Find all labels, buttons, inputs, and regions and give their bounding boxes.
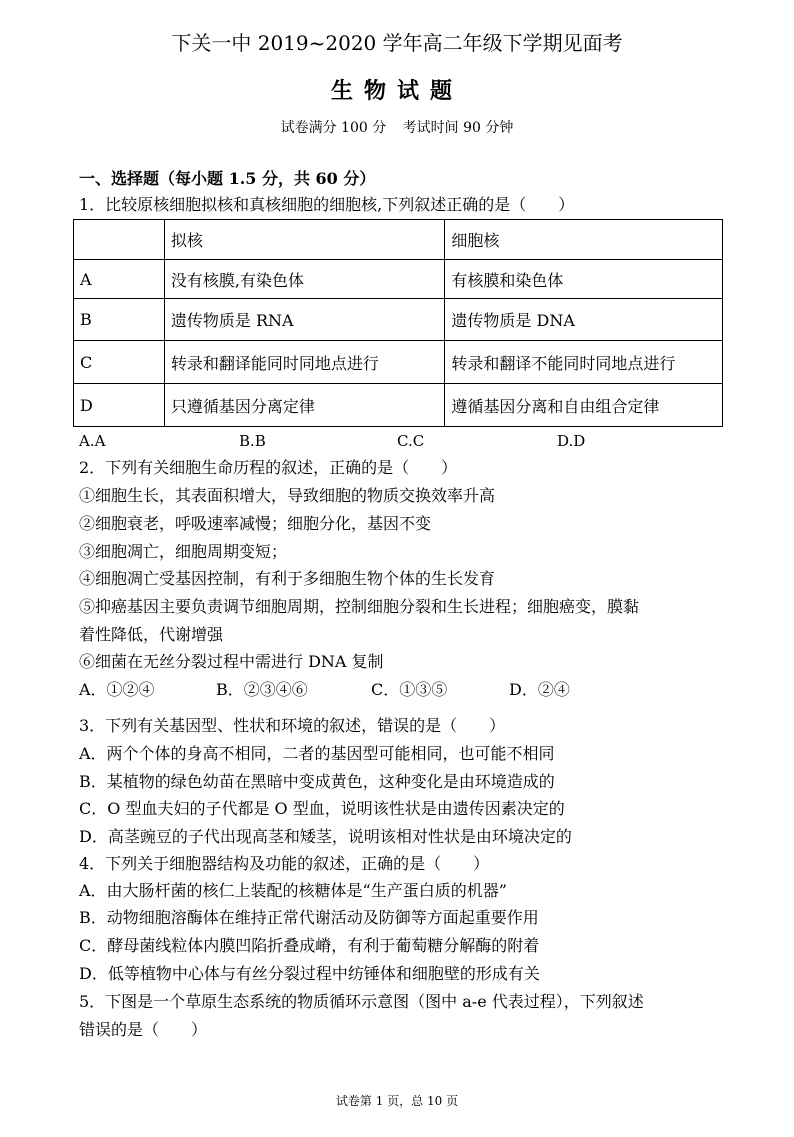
option-c: C.C (397, 432, 425, 450)
table-row (74, 299, 723, 341)
q3-option: D．高茎豌豆的子代出现高茎和矮茎，说明该相对性状是由环境决定的 (79, 827, 572, 846)
option-a: A．①②④ (79, 680, 155, 699)
option-b: B.B (239, 432, 266, 450)
table-header-cell: 拟核 (164, 220, 445, 260)
table-cell: B (74, 299, 165, 341)
q1-stem: 1．比较原核细胞拟核和真核细胞的细胞核,下列叙述正确的是（ ） (79, 195, 575, 214)
option-a: A.A (79, 432, 106, 450)
q2-item: ③细胞凋亡，细胞周期变短； (79, 542, 288, 561)
table-cell: 遵循基因分离和自由组合定律 (445, 384, 723, 427)
q2-item: ④细胞凋亡受基因控制，有利于多细胞生物个体的生长发育 (79, 569, 496, 588)
option-d: D.D (557, 432, 586, 450)
table-header-row (74, 220, 723, 260)
q4-option: B．动物细胞溶酶体在维持正常代谢活动及防御等方面起重要作用 (79, 908, 539, 927)
table-row (74, 384, 723, 427)
subject-title: 生物试题 (330, 78, 463, 104)
table-cell: 没有核膜,有染色体 (164, 260, 445, 299)
q3-option: B．某植物的绿色幼苗在黑暗中变成黄色，这种变化是由环境造成的 (79, 772, 555, 791)
option-d: D．②④ (509, 680, 570, 699)
option-c: C．①③⑤ (371, 680, 448, 699)
page-footer: 试卷第 1 页，总 10 页 (335, 1094, 459, 1108)
q2-item: ⑤抑癌基因主要负责调节细胞周期，控制细胞分裂和生长进程；细胞癌变，膜黏 (79, 597, 640, 616)
section-heading: 一、选择题（每小题 1.5 分，共 60 分） (79, 169, 376, 188)
table-row (74, 341, 723, 384)
table-cell: D (74, 384, 165, 427)
q4-option: C．酵母菌线粒体内膜凹陷折叠成嵴，有利于葡萄糖分解酶的附着 (79, 936, 540, 955)
table-cell: 只遵循基因分离定律 (164, 384, 445, 427)
table-row (74, 260, 723, 299)
exam-info (0, 118, 794, 138)
table-cell: 转录和翻译不能同时同地点进行 (445, 341, 723, 384)
q4-stem: 4．下列关于细胞器结构及功能的叙述，正确的是（ ） (79, 854, 490, 873)
table-cell: A (74, 260, 165, 299)
table-cell: 遗传物质是 DNA (445, 299, 723, 341)
table-header-cell: 细胞核 (445, 220, 723, 260)
score-info: 试卷满分 100 分 (280, 120, 387, 136)
option-b: B．②③④⑥ (216, 680, 308, 699)
time-info: 考试时间 90 分钟 (402, 120, 514, 136)
q2-item: ⑥细菌在无丝分裂过程中需进行 DNA 复制 (79, 652, 384, 671)
q5-stem: 5．下图是一个草原生态系统的物质循环示意图（图中 a-e 代表过程），下列叙述 (79, 992, 644, 1011)
table-cell: 转录和翻译能同时同地点进行 (164, 341, 445, 384)
exam-title: 下关一中 2019~2020 学年高二年级下学期见面考 (171, 31, 623, 55)
table-header-cell (74, 220, 165, 260)
table-cell: C (74, 341, 165, 384)
q4-option: A．由大肠杆菌的核仁上装配的核糖体是“生产蛋白质的机器” (79, 881, 507, 900)
q4-option: D．低等植物中心体与有丝分裂过程中纺锤体和细胞壁的形成有关 (79, 964, 540, 983)
q2-stem: 2．下列有关细胞生命历程的叙述，正确的是（ ） (79, 458, 458, 477)
q2-item: ①细胞生长，其表面积增大，导致细胞的物质交换效率升高 (79, 486, 496, 505)
table-cell: 遗传物质是 RNA (164, 299, 445, 341)
q1-compare-table (73, 219, 723, 427)
q2-item: ②细胞衰老，呼吸速率减慢；细胞分化，基因不变 (79, 514, 432, 533)
q3-option: C．O 型血夫妇的子代都是 O 型血，说明该性状是由遗传因素决定的 (79, 799, 565, 818)
q3-option: A．两个个体的身高不相同，二者的基因型可能相同，也可能不相同 (79, 744, 555, 763)
q2-item: 着性降低，代谢增强 (79, 625, 224, 644)
q5-stem-continued: 错误的是（ ） (79, 1020, 208, 1039)
table-cell: 有核膜和染色体 (445, 260, 723, 299)
q3-stem: 3．下列有关基因型、性状和环境的叙述，错误的是（ ） (79, 716, 506, 735)
